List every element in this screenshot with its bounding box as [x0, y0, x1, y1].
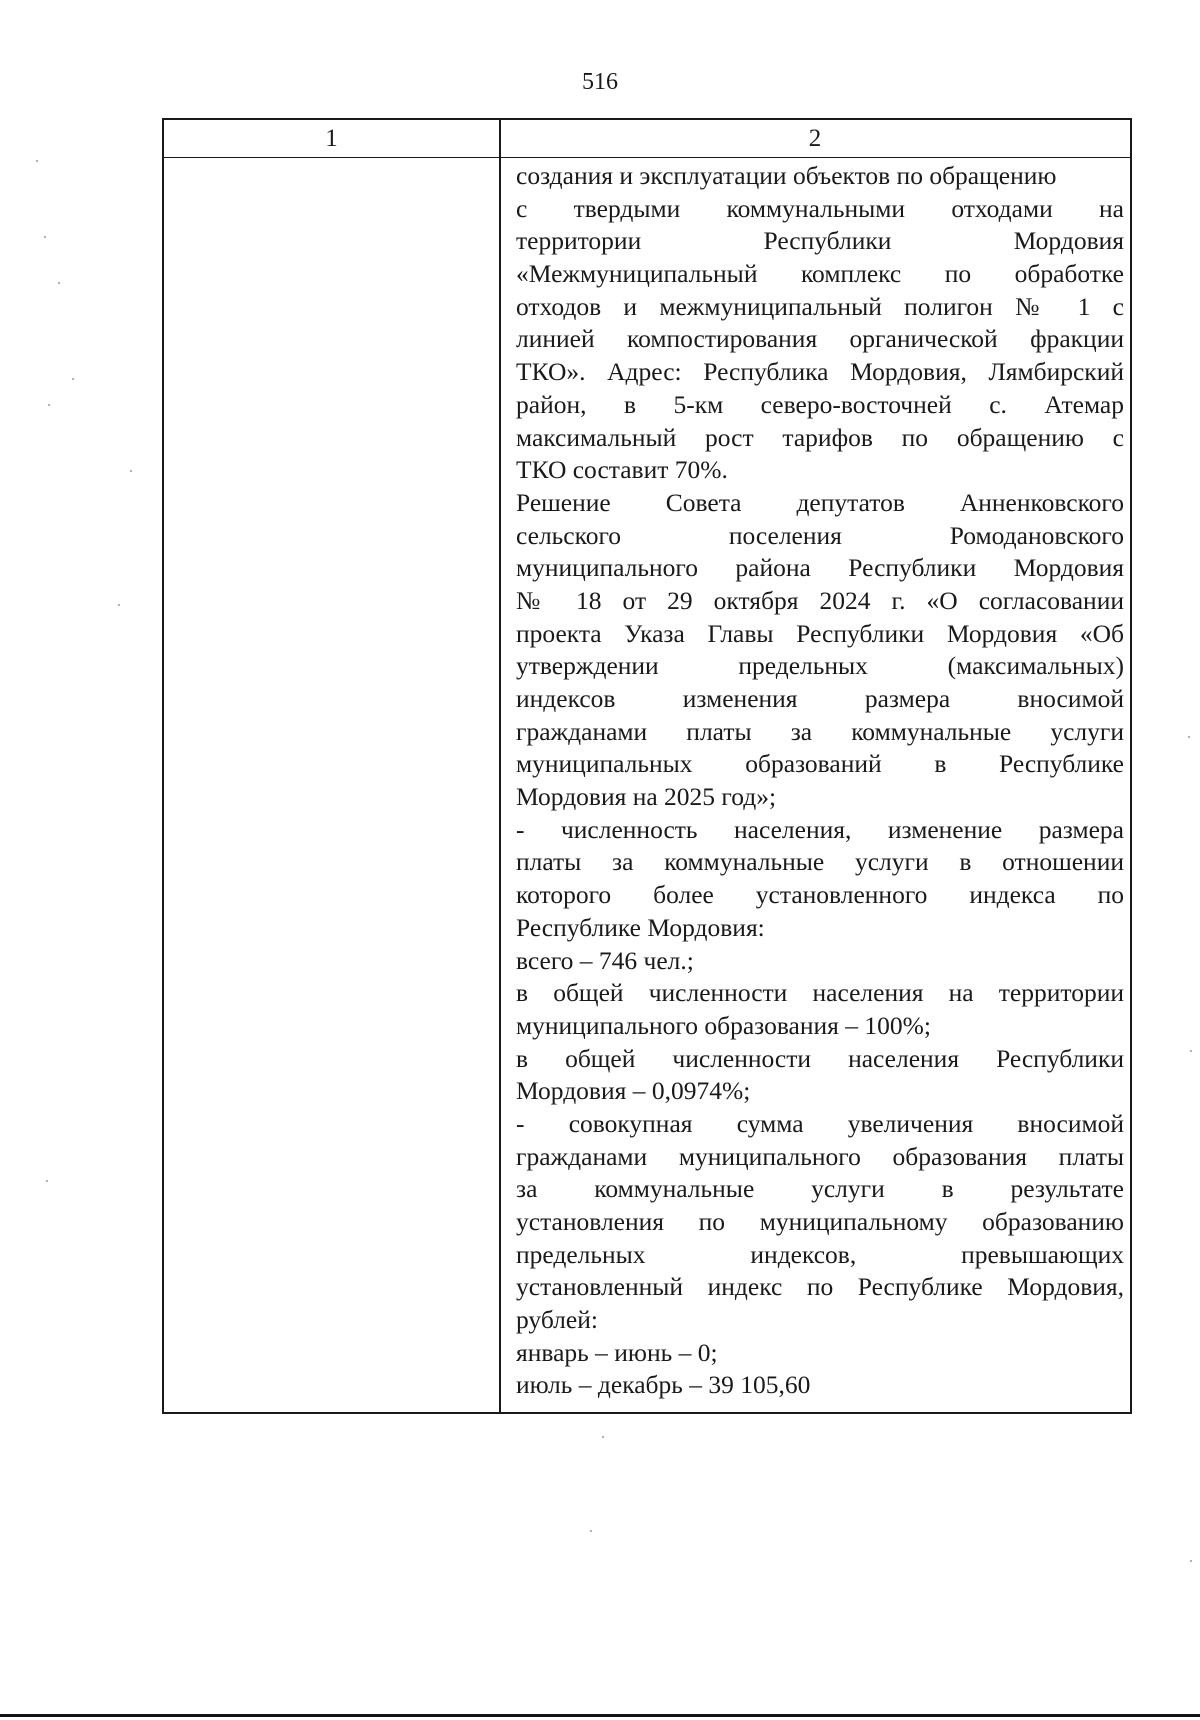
scan-speck	[118, 604, 120, 606]
column-header-2: 2	[808, 125, 822, 152]
text-line: установленный индекс по Республике Мордовия,	[516, 1272, 1124, 1302]
text-line: муниципального района Республики Мордовия	[516, 553, 1124, 583]
text-line: Республике Мордовия:	[516, 912, 765, 942]
text-line: рублей:	[516, 1305, 598, 1335]
text-line: максимальный рост тарифов по обращению с	[516, 422, 1124, 452]
column-divider	[499, 120, 501, 1412]
scan-speck	[130, 470, 132, 472]
text-line: в общей численности населения на территории	[516, 978, 1124, 1008]
text-line: проекта Указа Главы Республики Мордовия «Об	[516, 618, 1124, 648]
text-line: платы за коммунальные услуги в отношении	[516, 847, 1124, 877]
text-line: район, в 5-км северо-восточней с. Атемар	[516, 389, 1124, 419]
text-line: муниципального образования – 100%;	[516, 1010, 931, 1040]
scan-speck	[48, 404, 50, 406]
scan-speck	[590, 1530, 592, 1532]
text-line: - совокупная сумма увеличения вносимой	[516, 1108, 1124, 1138]
text-line: Мордовия на 2025 год»;	[516, 782, 777, 812]
text-line: гражданами муниципального образования платы	[516, 1141, 1124, 1171]
text-line: предельных индексов, превышающих	[516, 1239, 1124, 1269]
text-line: индексов изменения размера вносимой	[516, 684, 1124, 713]
text-line: установления по муниципальному образованию	[516, 1207, 1124, 1236]
text-line: Мордовия – 0,0974%;	[516, 1076, 751, 1106]
scan-speck	[36, 160, 38, 162]
text-line: территории Республики Мордовия	[516, 226, 1124, 256]
text-line: Решение Совета депутатов Анненковского	[516, 487, 1124, 517]
text-line: июль – декабрь – 39 105,60	[516, 1370, 811, 1400]
scan-speck	[46, 1180, 48, 1182]
text-line: ТКО составит 70%.	[516, 455, 728, 485]
scan-speck	[1188, 736, 1190, 738]
bottom-border-line	[0, 1714, 1200, 1717]
table-header-row	[164, 120, 1130, 158]
column-header-1: 1	[325, 125, 338, 152]
text-line: ТКО». Адрес: Республика Мордовия, Лямбирский	[516, 357, 1124, 387]
text-line: гражданами платы за коммунальные услуги	[516, 716, 1124, 746]
scan-speck	[58, 282, 60, 284]
scan-speck	[1190, 1560, 1192, 1562]
text-line: с твердыми коммунальными отходами на	[516, 193, 1124, 223]
table-cell-column-2	[516, 160, 1124, 1402]
text-line: которого более установленного индекса по	[516, 880, 1124, 910]
text-line: в общей численности населения Республики	[516, 1043, 1124, 1073]
scan-speck	[602, 1436, 604, 1438]
scan-speck	[44, 236, 46, 238]
text-line: № 18 от 29 октября 2024 г. «О согласовании	[516, 585, 1124, 615]
text-line: «Межмуниципальный комплекс по обработке	[516, 259, 1124, 289]
scan-speck	[72, 378, 74, 380]
text-line: всего – 746 чел.;	[516, 945, 694, 975]
document-table	[162, 118, 1132, 1414]
text-line: январь – июнь – 0;	[516, 1337, 718, 1367]
page-number: 516	[582, 69, 618, 95]
text-line: создания и эксплуатации объектов по обращению	[516, 161, 1057, 190]
text-line: - численность населения, изменение размера	[516, 814, 1124, 844]
scan-speck	[1190, 1050, 1192, 1052]
text-line: утверждении предельных (максимальных)	[516, 651, 1124, 681]
text-line: линией компостирования органической фракции	[516, 324, 1124, 354]
text-line: муниципальных образований в Республике	[516, 749, 1124, 779]
text-line: за коммунальные услуги в результате	[516, 1174, 1124, 1204]
text-line: сельского поселения Ромодановского	[516, 520, 1124, 550]
text-line: отходов и межмуниципальный полигон № 1 с	[516, 291, 1124, 321]
